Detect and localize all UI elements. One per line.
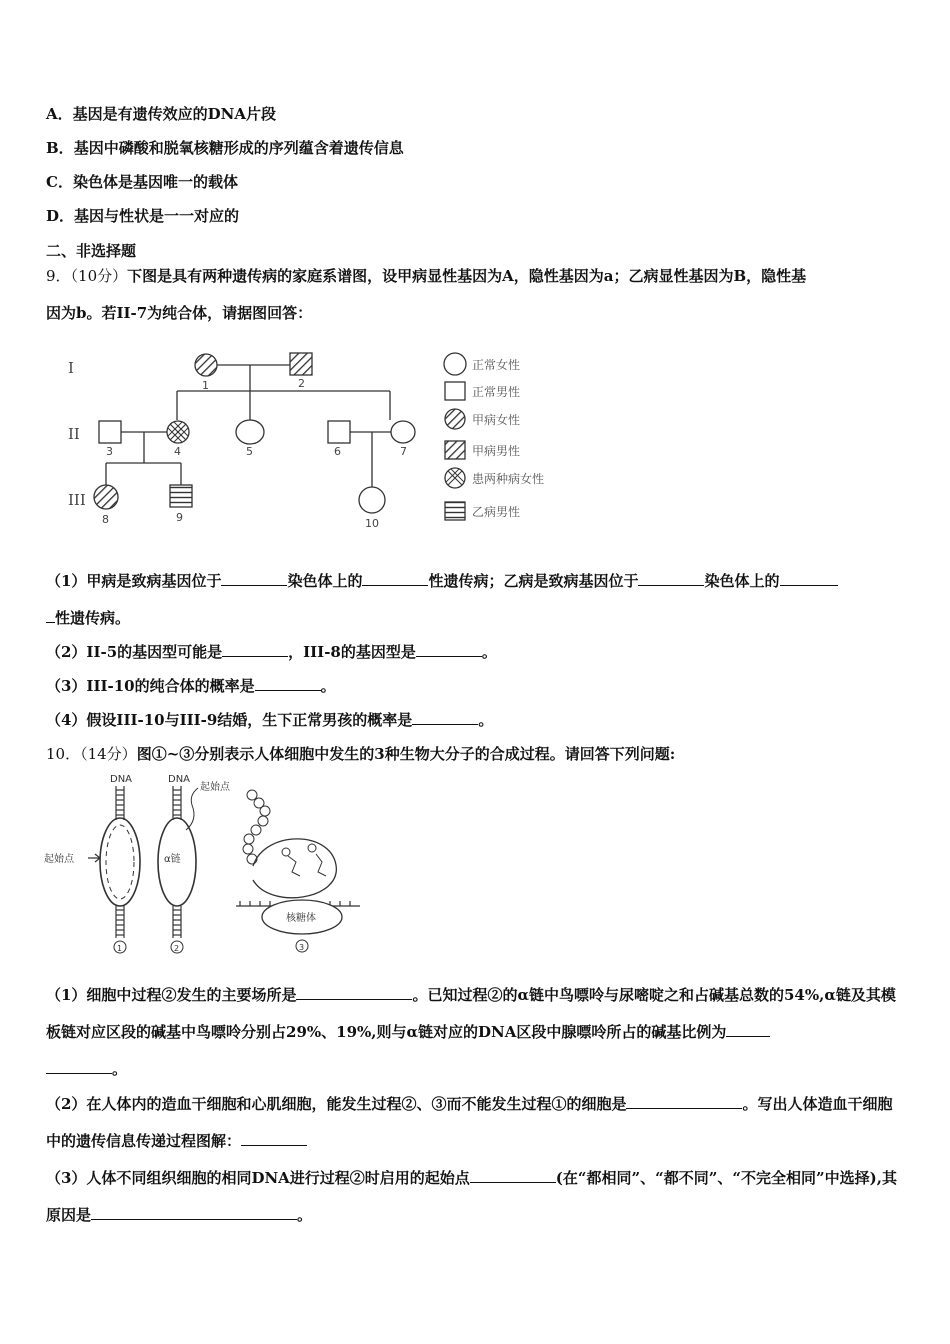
legend-normal-female: 正常女性: [472, 358, 521, 372]
q9-sub3: （3）III-10的纯合体的概率是 。: [46, 677, 336, 695]
q9-sub3-blank[interactable]: [255, 675, 321, 691]
option-a[interactable]: A．基因是有遗传效应的DNA片段: [46, 105, 276, 123]
legend-disease-b-male: 乙病男性: [472, 505, 521, 519]
q9-sub1-blank-3[interactable]: [638, 570, 704, 586]
q9-stem-line1: 9．（10分）下图是具有两种遗传病的家庭系谱图，设甲病显性基因为A，隐性基因为a；乙病显性基因为B，隐性基: [46, 267, 807, 285]
fig2-alpha-chain: α链: [164, 854, 181, 865]
individual-6: [328, 421, 350, 443]
individual-9: [170, 485, 192, 507]
q9-sub2-blank-1[interactable]: [222, 641, 288, 657]
legend-both-diseases-female-symbol: [445, 468, 465, 488]
fig3-ribosome-label: 核糖体: [286, 913, 316, 924]
section-title: 二、非选择题: [46, 242, 137, 260]
q10-sub3: （3）人体不同组织细胞的相同DNA进行过程②时启用的起始点 (在“都相同”、“都不同”、“不完全相同”中选择),其原因是 。: [46, 1169, 897, 1224]
generation-label-3: III: [68, 491, 86, 509]
q10-sub1-blank-1[interactable]: [296, 984, 412, 1000]
legend-normal-female-symbol: [444, 353, 466, 375]
q9-sub1-blank-4-cont[interactable]: [46, 607, 55, 623]
option-c[interactable]: C．染色体是基因唯一的载体: [46, 173, 238, 191]
individual-2: [290, 353, 312, 375]
individual-5: [236, 420, 264, 444]
id-label-10: 10: [365, 517, 379, 530]
q10-stem: 10．（14分）图①~③分别表示人体细胞中发生的3种生物大分子的合成过程。请回答下列问题:: [46, 745, 676, 763]
q10-sub2-blank-1[interactable]: [626, 1093, 742, 1109]
individual-7: [391, 421, 415, 443]
generation-label-1: I: [68, 359, 74, 377]
legend-disease-a-male-symbol: [445, 441, 465, 459]
legend-disease-a-female: 甲病女性: [472, 413, 521, 427]
svg-text:3: 3: [299, 943, 305, 952]
q10-sub1: （1）细胞中过程②发生的主要场所是 。已知过程②的α链中鸟嘌呤与尿嘧啶之和占碱基总数的54%,α链及其模板链对应区段的碱基中鸟嘌呤分别占29%、19%,则与α链对应的DNA区段中腺嘌呤所占的碱基比例为 。: [46, 986, 896, 1078]
fig2-start-point: 起始点: [200, 782, 230, 793]
q9-sub1: （1）甲病是致病基因位于 染色体上的 性遗传病；乙病是致病基因位于 染色体上的: [46, 570, 838, 591]
fig2-dna-label: DNA: [168, 774, 191, 785]
q9-sub1-blank-1[interactable]: [221, 570, 287, 586]
legend-disease-b-male-symbol: [445, 502, 465, 520]
q9-sub4: （4）假设III-10与III-9结婚，生下正常男孩的概率是 。: [46, 711, 494, 729]
q9-sub1-cont: 性遗传病。: [46, 607, 130, 628]
q9-sub2-blank-2[interactable]: [416, 641, 482, 657]
q10-sub2: （2）在人体内的造血干细胞和心肌细胞，能发生过程②、③而不能发生过程①的细胞是 。写出人体造血干细胞中的遗传信息传递过程图解：: [46, 1095, 893, 1150]
legend-normal-male: 正常男性: [472, 385, 521, 399]
q10-sub2-blank-2[interactable]: [241, 1130, 307, 1146]
q9-stem-line2: 因为b。若II-7为纯合体，请据图回答：: [46, 304, 313, 322]
q10-sub3-blank-2[interactable]: [91, 1204, 297, 1220]
individual-1: [195, 354, 217, 376]
individual-8: [94, 485, 118, 509]
fig2-marker: [171, 941, 183, 953]
legend-both-diseases-female: 患两种病女性: [472, 472, 545, 486]
q9-sub1-blank-4[interactable]: [780, 570, 838, 586]
q10-sub1-blank-2-cont[interactable]: [46, 1058, 112, 1074]
legend-disease-a-male: 甲病男性: [472, 444, 521, 458]
fig1-marker: [114, 941, 126, 953]
synthesis-figure: [40, 770, 380, 955]
id-label-4: 4: [174, 445, 181, 458]
id-label-1: 1: [202, 379, 209, 392]
q10-sub1-blank-2[interactable]: [726, 1021, 770, 1037]
fig1-start-point: 起始点: [44, 854, 74, 865]
id-label-7: 7: [400, 445, 407, 458]
svg-text:2: 2: [174, 944, 180, 953]
q10-sub3-blank-1[interactable]: [470, 1167, 556, 1183]
option-d[interactable]: D．基因与性状是一一对应的: [46, 207, 240, 225]
legend-disease-a-female-symbol: [445, 409, 465, 429]
individual-10: [359, 487, 385, 513]
id-label-2: 2: [298, 377, 305, 390]
legend-normal-male-symbol: [445, 382, 465, 400]
fig1-dna-label: DNA: [110, 774, 133, 785]
q9-sub1-blank-2[interactable]: [362, 570, 428, 586]
individual-4: [167, 421, 189, 443]
generation-label-2: II: [68, 425, 80, 443]
individual-3: [99, 421, 121, 443]
id-label-9: 9: [176, 511, 183, 524]
pedigree-chart: [60, 345, 580, 535]
q9-sub4-blank[interactable]: [412, 709, 478, 725]
fig3-marker: [296, 940, 308, 952]
id-label-8: 8: [102, 513, 109, 526]
option-b[interactable]: B．基因中磷酸和脱氧核糖形成的序列蕴含着遗传信息: [46, 139, 404, 157]
id-label-5: 5: [246, 445, 253, 458]
q9-sub2: （2）II-5的基因型可能是 ，III-8的基因型是 。: [46, 643, 497, 661]
svg-text:1: 1: [117, 944, 123, 953]
id-label-6: 6: [334, 445, 341, 458]
id-label-3: 3: [106, 445, 113, 458]
